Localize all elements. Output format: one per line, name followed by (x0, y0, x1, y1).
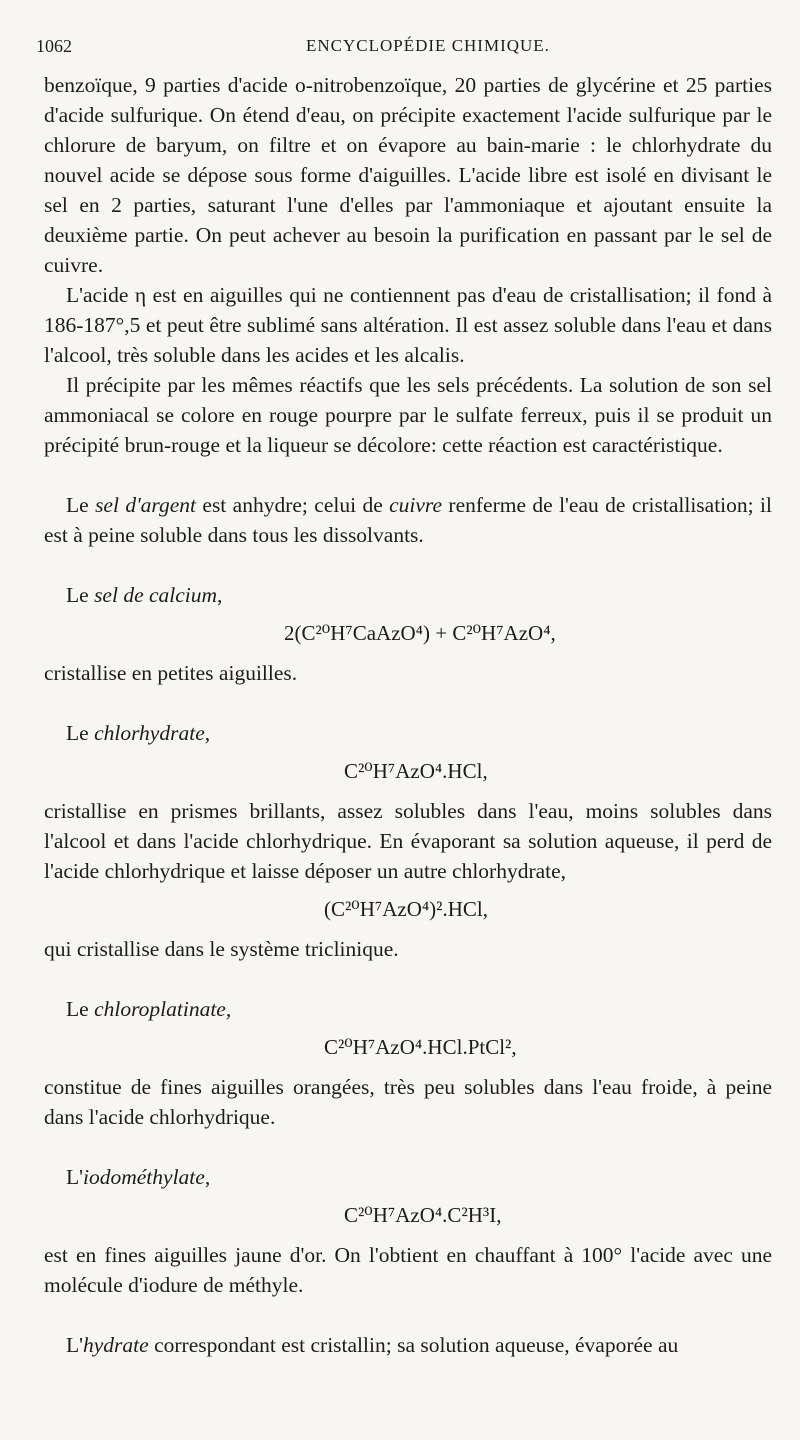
formula-calcium: 2(C²⁰H⁷CaAzO⁴) + C²⁰H⁷AzO⁴, (284, 621, 556, 645)
formula-chlorhydrate-2: (C²⁰H⁷AzO⁴)².HCl, (324, 897, 488, 921)
paragraph-8-after: est en fines aiguilles jaune d'or. On l'obtient en chauffant à 100° l'acide avec une molécule d'iodure de méthyle. (44, 1243, 772, 1297)
italic-term: sel d'argent (95, 493, 197, 517)
paragraph-7 (44, 994, 772, 1024)
running-head: ENCYCLOPÉDIE CHIMIQUE. (306, 36, 550, 55)
paragraph-8 (44, 1162, 772, 1192)
italic-term: iodométhylate, (83, 1165, 211, 1189)
text-run: renferme de l'eau de cristallisation; il est à peine soluble dans tous les dissolvants. (44, 493, 772, 547)
italic-term: sel de calcium, (94, 583, 223, 607)
paragraph-2: L'acide η est en aiguilles qui ne contiennent pas d'eau de cristallisation; il fond à 186-187°,5 et peut être sublimé sans altération. Il est assez soluble dans l'eau et dans l'alcool, très soluble dans les acides et les alcalis. (44, 283, 772, 367)
paragraph-5 (44, 580, 772, 610)
formula-chlorhydrate: C²⁰H⁷AzO⁴.HCl, (344, 759, 488, 783)
paragraph-6-after2: qui cristallise dans le système triclinique. (44, 937, 399, 961)
italic-term: chlorhydrate, (94, 721, 211, 745)
paragraph-5-after: cristallise en petites aiguilles. (44, 661, 298, 685)
italic-term: hydrate (83, 1333, 149, 1357)
text-run: Le (66, 583, 95, 607)
paragraph-9 (44, 1330, 772, 1360)
paragraph-1: benzoïque, 9 parties d'acide o-nitrobenzoïque, 20 parties de glycérine et 25 parties d'acide sulfurique. On étend d'eau, on précipite exactement l'acide sulfurique par le chlorure de baryum, on filtre et on évapore au bain-marie : le chlorhydrate du nouvel acide se dépose sous forme d'aiguilles. L'acide libre est isolé en divisant le sel en 2 parties, saturant l'une d'elles par l'ammoniaque et ajoutant ensuite la deuxième partie. On peut achever au besoin la purification en passant par le sel de cuivre. (44, 73, 772, 277)
paragraph-7-after: constitue de fines aiguilles orangées, très peu solubles dans l'eau froide, à peine dans l'acide chlorhydrique. (44, 1075, 772, 1129)
text-run: correspondant est cristallin; sa solution aqueuse, évaporée au (148, 1333, 679, 1357)
page-header (36, 30, 778, 70)
text-run: Le (66, 997, 95, 1021)
text-run: L' (66, 1165, 84, 1189)
body-text (44, 70, 772, 1360)
formula-iodomethylate: C²⁰H⁷AzO⁴.C²H³I, (344, 1203, 502, 1227)
paragraph-3: Il précipite par les mêmes réactifs que les sels précédents. La solution de son sel ammoniacal se colore en rouge pourpre par le sulfate ferreux, puis il se produit un précipité brun-rouge et la liqueur se décolore: cette réaction est caractéristique. (44, 373, 772, 457)
italic-term: chloroplatinate, (94, 997, 232, 1021)
paragraph-6 (44, 718, 772, 748)
paragraph-6-after: cristallise en prismes brillants, assez solubles dans l'eau, moins solubles dans l'alcool et dans l'acide chlorhydrique. En évaporant sa solution aqueuse, il perd de l'acide chlorhydrique et laisse déposer un autre chlorhydrate, (44, 799, 772, 883)
text-run: est anhydre; celui de (196, 493, 390, 517)
text-run: Le (66, 493, 96, 517)
text-run: L' (66, 1333, 84, 1357)
paragraph-4 (44, 490, 772, 550)
formula-chloroplatinate: C²⁰H⁷AzO⁴.HCl.PtCl², (324, 1035, 517, 1059)
page-number: 1062 (36, 36, 72, 56)
italic-term: cuivre (389, 493, 443, 517)
text-run: Le (66, 721, 95, 745)
